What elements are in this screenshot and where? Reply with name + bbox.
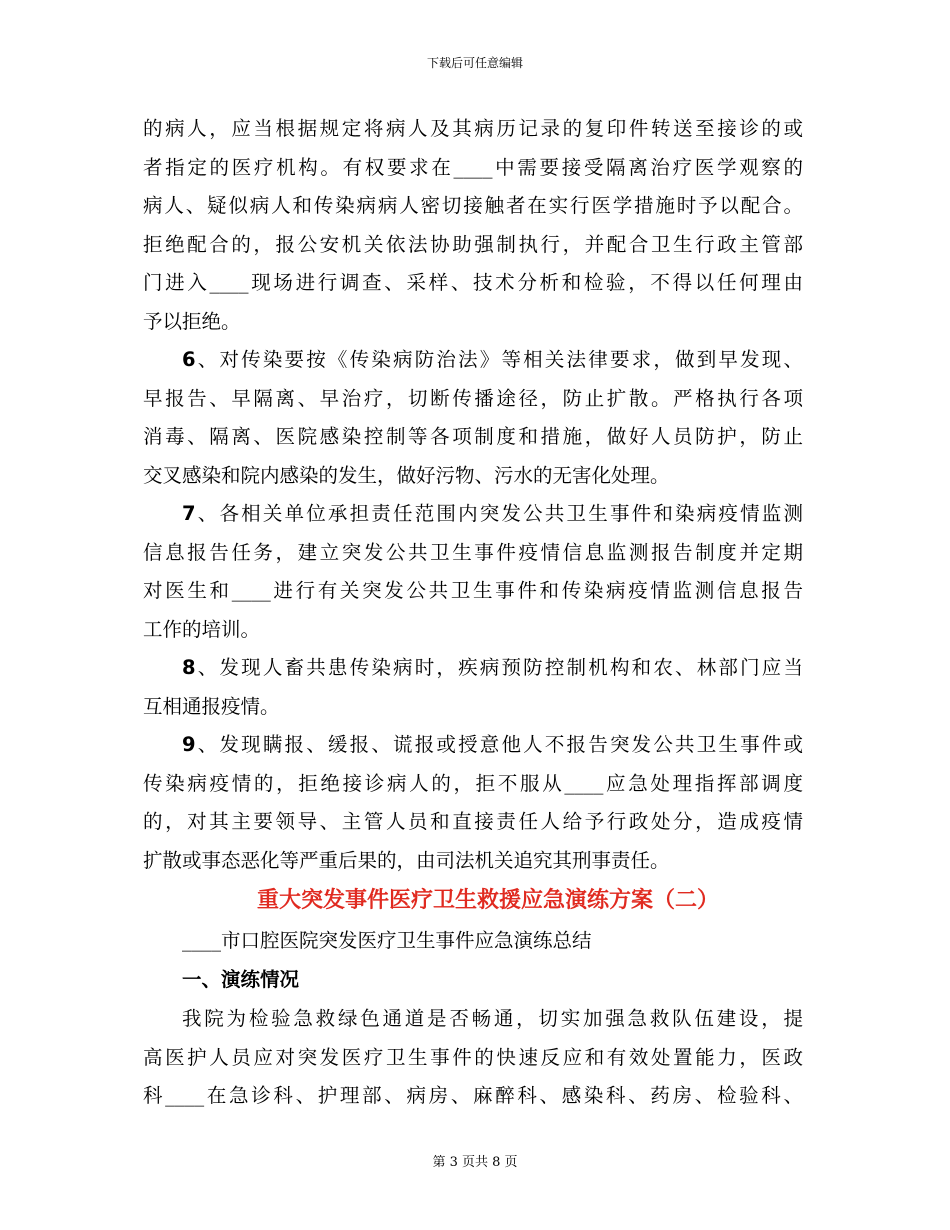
text-line: 拒绝配合的，报公安机关依法协助强制执行，并配合卫生行政主管部 [143, 232, 803, 256]
text-line: 传染病疫情的，拒绝接诊病人的，拒不服从____应急处理指挥部调度 [143, 771, 803, 795]
text-line-first: 我院为检验急救绿色通道是否畅通，切实加强急救队伍建设，提 [182, 1007, 803, 1030]
subtitle: ____市口腔医院突发医疗卫生事件应急演练总结 [182, 929, 592, 952]
text-fragment: 、发现瞒报、缓报、谎报或授意他人不报告突发公共卫生事件或 [195, 733, 803, 756]
text-line: 工作的培训。 [143, 617, 261, 641]
text-line: 信息报告任务，建立突发公共卫生事件疫情信息监测报告制度并定期 [143, 540, 803, 564]
text-line-first [143, 495, 803, 534]
text-line: 消毒、隔离、医院感染控制等各项制度和措施，做好人员防护，防止 [143, 425, 803, 448]
paragraph-item-7 [143, 495, 803, 649]
text-line: 者指定的医疗机构。有权要求在____中需要接受隔离治疗医学观察的 [143, 155, 803, 179]
text-line: 科____在急诊科、护理部、病房、麻醉科、感染科、药房、检验科、 [143, 1084, 803, 1107]
text-fragment: 、对传染要按《传染病防治法》等相关法律要求，做到早发现、 [195, 348, 803, 371]
document-body [143, 110, 803, 1116]
text-line: 早报告、早隔离、早治疗，切断传播途径，防止扩散。严格执行各项 [143, 386, 803, 410]
text-line: 门进入____现场进行调查、采样、技术分析和检验，不得以任何理由 [143, 271, 803, 294]
text-line: 病人、疑似病人和传染病病人密切接触者在实行医学措施时予以配合。 [143, 194, 803, 217]
section-heading: 一、演练情况 [182, 968, 300, 991]
item-number: 8 [182, 656, 196, 679]
text-line: 互相通报疫情。 [143, 694, 280, 718]
text-line: 的，对其主要领导、主管人员和直接责任人给予行政处分，造成疫情 [143, 810, 803, 833]
text-line: 的病人，应当根据规定将病人及其病历记录的复印件转送至接诊的或 [143, 117, 803, 140]
paragraph-drill [143, 1000, 803, 1116]
section-title: 重大突发事件医疗卫生救援应急演练方案（二） [256, 888, 719, 913]
text-line: 予以拒绝。 [143, 309, 241, 333]
item-number: 9 [182, 733, 196, 756]
text-line: 扩散或事态恶化等严重后果的，由司法机关追究其刑事责任。 [143, 848, 670, 872]
text-line-first [143, 726, 803, 765]
text-fragment: 、发现人畜共患传染病时，疾病预防控制机构和农、林部门应当 [195, 656, 803, 679]
page-header: 下载后可任意编辑 [426, 56, 523, 70]
text-fragment: 、各相关单位承担责任范围内突发公共卫生事件和染病疫情监测 [195, 502, 803, 525]
paragraph-item-6 [143, 341, 803, 495]
paragraph-continued [143, 110, 803, 341]
text-line: 交叉感染和院内感染的发生，做好污物、污水的无害化处理。 [143, 463, 670, 487]
text-line-first [143, 649, 803, 688]
text-line-first [143, 341, 803, 380]
paragraph-item-8 [143, 649, 803, 726]
text-line: 高医护人员应对突发医疗卫生事件的快速反应和有效处置能力，医政 [143, 1045, 803, 1069]
item-number: 7 [182, 502, 196, 525]
text-line: 对医生和____进行有关突发公共卫生事件和传染病疫情监测信息报告 [143, 579, 803, 602]
item-number: 6 [182, 348, 196, 371]
page-footer: 第 3 页共 8 页 [432, 1155, 518, 1170]
paragraph-item-9 [143, 726, 803, 880]
